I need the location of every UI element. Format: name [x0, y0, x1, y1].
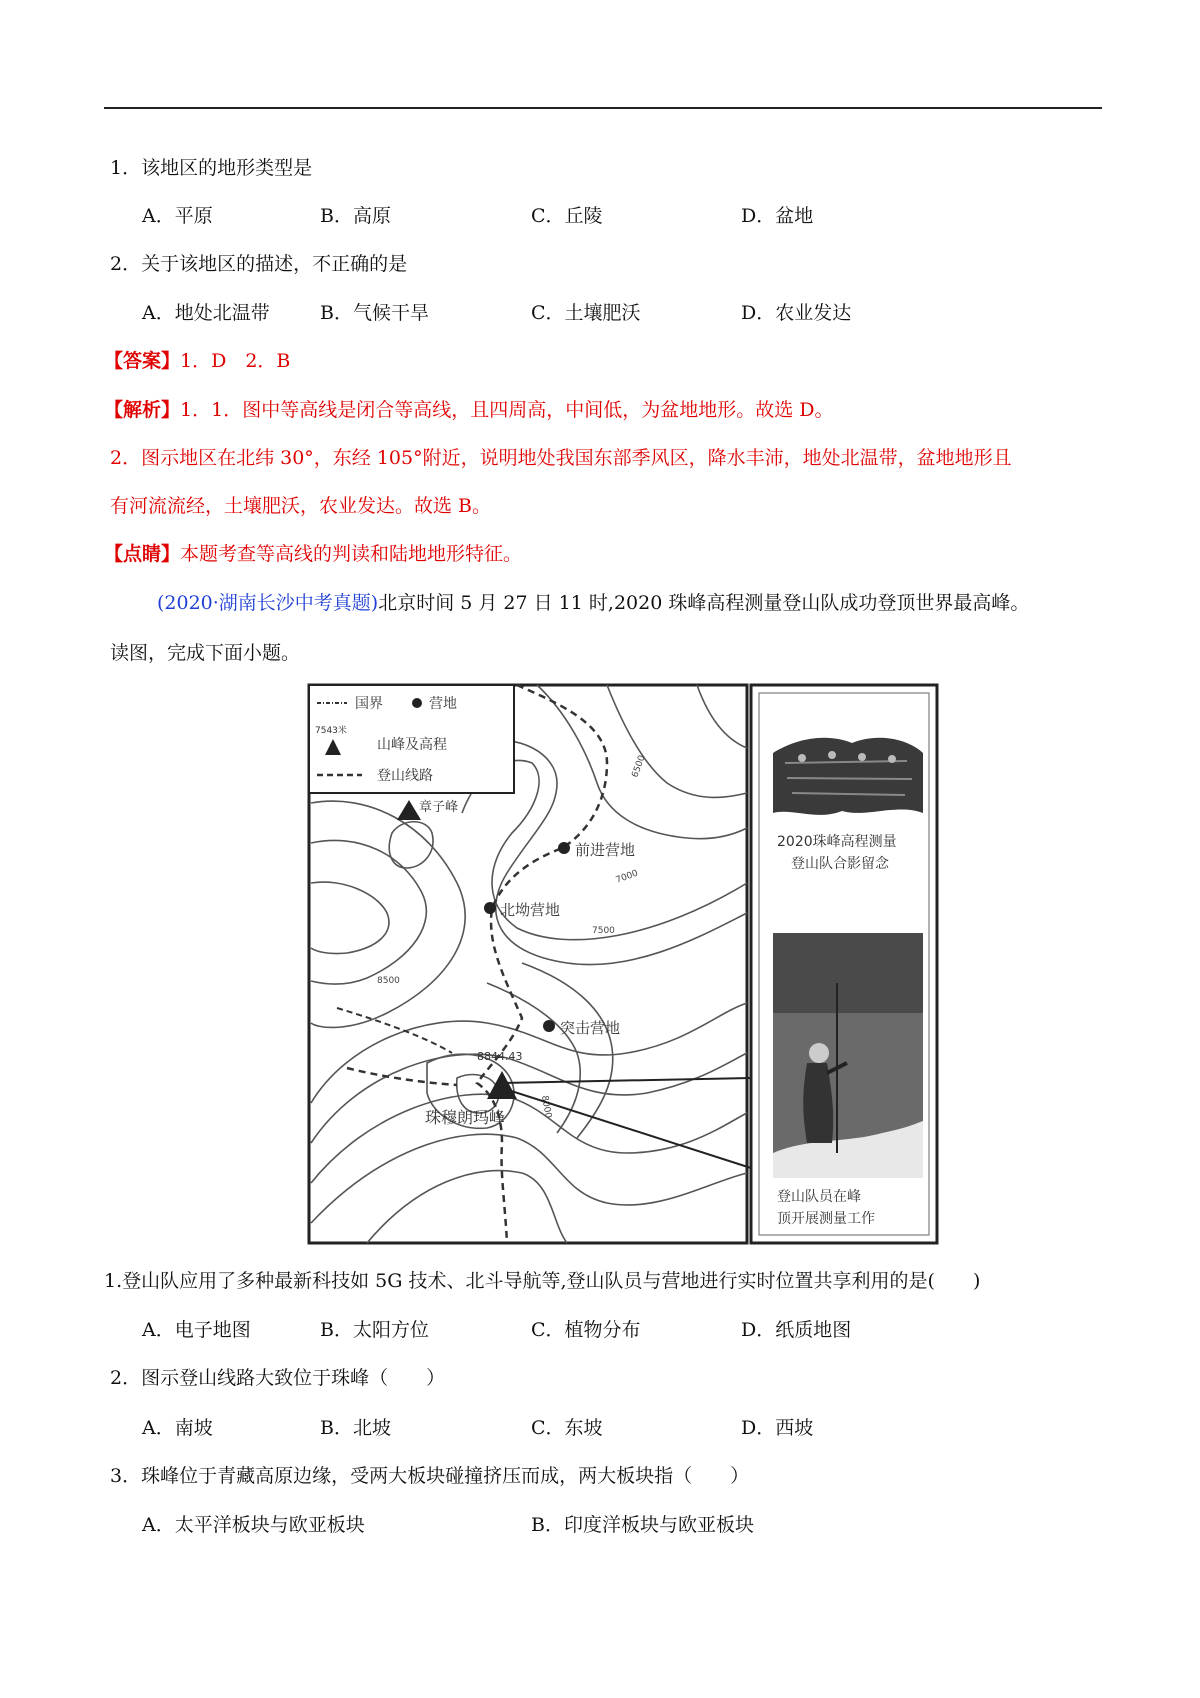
q1-option-c[interactable]: C．丘陵 [531, 205, 603, 227]
q2-option-d[interactable]: D．农业发达 [741, 302, 852, 324]
dianjing-line: 【点睛】本题考查等高线的判读和陆地地形特征。 [104, 543, 523, 565]
analysis-line-3: 有河流流经，土壤肥沃，农业发达。故选 B。 [110, 495, 492, 517]
q2-1-option-b[interactable]: B．太阳方位 [320, 1319, 429, 1341]
question-1: 1．该地区的地形类型是 [110, 157, 313, 179]
intro-line-2: 读图，完成下面小题。 [110, 642, 301, 664]
q2-2-option-d[interactable]: D．西坡 [741, 1417, 814, 1439]
q2-3-option-a[interactable]: A．太平洋板块与欧亚板块 [142, 1514, 365, 1536]
camp-label: 北坳营地 [500, 901, 561, 919]
svg-text:8500: 8500 [377, 976, 400, 986]
legend-route: 登山线路 [377, 768, 433, 784]
svg-text:7500: 7500 [592, 926, 615, 936]
q2-1-option-d[interactable]: D．纸质地图 [741, 1319, 852, 1341]
q1-option-a[interactable]: A．平原 [142, 205, 213, 227]
q2-1-option-a[interactable]: A．电子地图 [142, 1319, 251, 1341]
everest-map-figure [307, 683, 939, 1248]
group-photo [773, 728, 923, 818]
analysis-line-1: 【解析】1．1．图中等高线是闭合等高线，且四周高，中间低，为盆地地形。故选 D。 [104, 399, 834, 421]
camp-marker [484, 902, 496, 914]
q2-3-option-b[interactable]: B．印度洋板块与欧亚板块 [531, 1514, 754, 1536]
q2-2-option-a[interactable]: A．南坡 [142, 1417, 213, 1439]
answer-line [104, 348, 290, 374]
everest-label: 珠穆朗玛峰 [425, 1108, 506, 1127]
photo2-caption-line1: 登山队员在峰 [777, 1189, 861, 1205]
answer-text: 1．D 2．B [180, 350, 291, 372]
analysis-line-2: 2．图示地区在北纬 30°，东经 105°附近，说明地处我国东部季风区，降水丰沛，地处北温带，盆地地形且 [110, 447, 1012, 469]
svg-text:6500: 6500 [630, 754, 648, 780]
q2-1-option-c[interactable]: C．植物分布 [531, 1319, 641, 1341]
header-rule [104, 107, 1102, 109]
source-intro-line: (2020·湖南长沙中考真题)北京时间 5 月 27 日 11 时,2020 珠峰高程测量登山队成功登顶世界最高峰。 [157, 592, 1030, 614]
dianjing-tag: 【点睛】 [104, 543, 181, 565]
photo1-caption-line2: 登山队合影留念 [791, 856, 889, 872]
peak-label: 章子峰 [419, 800, 459, 815]
source-tag: (2020·湖南长沙中考真题) [157, 592, 379, 614]
camp-label: 突击营地 [560, 1019, 621, 1037]
analysis-tag: 【解析】 [104, 399, 181, 421]
summit-photo [773, 933, 923, 1178]
q2-option-a[interactable]: A．地处北温带 [142, 302, 270, 324]
question-2-2: 2．图示登山线路大致位于珠峰（ ） [110, 1367, 446, 1389]
q1-option-d[interactable]: D．盆地 [741, 205, 814, 227]
question-2-1: 1.登山队应用了多种最新科技如 5G 技术、北斗导航等,登山队员与营地进行实时位置共享利用的是( ) [104, 1270, 981, 1292]
q2-2-option-c[interactable]: C．东坡 [531, 1417, 603, 1439]
q2-2-option-b[interactable]: B．北坡 [320, 1417, 391, 1439]
svg-text:7543米: 7543米 [315, 726, 347, 736]
question-2: 2．关于该地区的描述，不正确的是 [110, 253, 408, 275]
legend-border: 国界 [355, 696, 383, 712]
camp-marker [543, 1020, 555, 1032]
legend-camp: 营地 [429, 696, 457, 712]
answer-tag: 【答案】 [104, 350, 181, 372]
everest-elev: 8844.43 [477, 1050, 523, 1063]
photo1-caption-line1: 2020珠峰高程测量 [777, 834, 897, 850]
q2-option-b[interactable]: B．气候干旱 [320, 302, 429, 324]
camp-marker [558, 842, 570, 854]
question-2-3: 3．珠峰位于青藏高原边缘，受两大板块碰撞挤压而成，两大板块指（ ） [110, 1465, 750, 1487]
svg-text:8000: 8000 [539, 1094, 553, 1120]
q1-option-b[interactable]: B．高原 [320, 205, 391, 227]
q2-option-c[interactable]: C．土壤肥沃 [531, 302, 641, 324]
camp-label: 前进营地 [575, 841, 636, 859]
svg-text:7000: 7000 [614, 868, 640, 886]
legend-peak: 山峰及高程 [377, 737, 447, 753]
photo2-caption-line2: 顶开展测量工作 [777, 1211, 875, 1227]
